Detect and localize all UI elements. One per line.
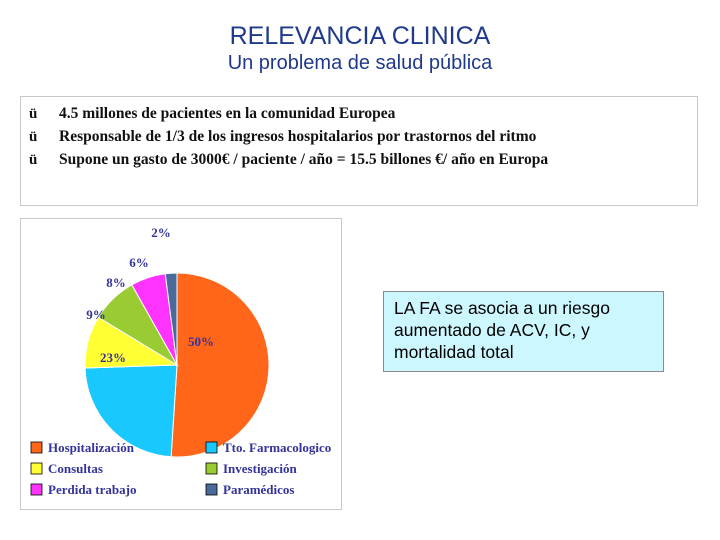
bullet-item [29, 128, 548, 151]
legend-label: Tto. Farmacologico [223, 440, 332, 455]
callout-box: LA FA se asocia a un riesgo aumentado de ACV, IC, y mortalidad total [383, 291, 664, 372]
legend-label: Paramédicos [223, 482, 295, 497]
bullet-text: Supone un gasto de 3000€ / paciente / año = 15.5 billones €/ año en Europa [59, 151, 549, 168]
legend-item [31, 461, 103, 476]
pie-chart [21, 219, 341, 509]
legend-swatch [206, 463, 217, 474]
legend-label: Perdida trabajo [48, 482, 137, 497]
legend-label: Investigación [223, 461, 297, 476]
bullet-item [29, 105, 548, 128]
legend-swatch [206, 484, 217, 495]
legend-item [31, 440, 135, 455]
pie-data-label: 6% [129, 255, 149, 270]
pie-data-label: 8% [106, 275, 126, 290]
legend-swatch [31, 484, 42, 495]
pie-data-label: 9% [86, 307, 106, 322]
pie-data-label: 50% [188, 334, 214, 349]
bullet-text: Responsable de 1/3 de los ingresos hospitalarios por trastornos del ritmo [59, 128, 537, 145]
pie-data-label: 2% [151, 225, 171, 240]
pie-data-label: 23% [100, 350, 126, 365]
slide-title: RELEVANCIA CLINICA [229, 22, 491, 50]
chart-box [20, 218, 342, 510]
legend-item [206, 440, 331, 455]
bullet-text: 4.5 millones de pacientes en la comunidad Europea [59, 105, 396, 122]
legend-item [31, 482, 136, 497]
legend-item [206, 461, 297, 476]
check-icon: ü [29, 152, 38, 168]
legend-swatch [206, 442, 217, 453]
bullet-item [29, 151, 548, 174]
slide-subtitle: Un problema de salud pública [227, 52, 493, 74]
legend-item [206, 482, 294, 497]
legend-swatch [31, 442, 42, 453]
bullet-box [20, 96, 698, 206]
legend-label: Consultas [48, 461, 103, 476]
check-icon: ü [29, 129, 38, 145]
legend-swatch [31, 463, 42, 474]
check-icon: ü [29, 106, 38, 122]
pie-slice-hospitalizaci-n [171, 273, 269, 457]
legend-label: Hospitalización [48, 440, 134, 455]
bullet-list [29, 105, 548, 174]
